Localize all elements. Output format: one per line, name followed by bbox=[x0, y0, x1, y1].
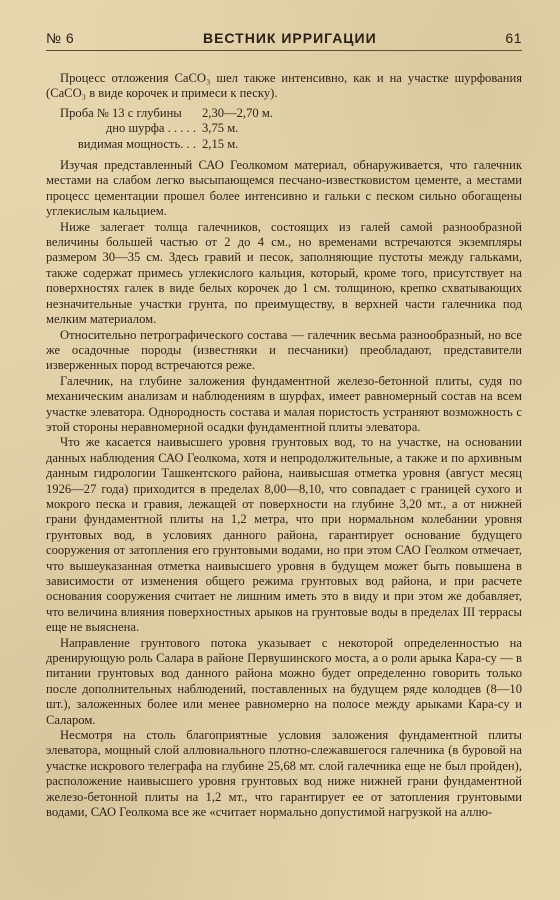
paragraph: Ниже залегает толща галечников, состоящих из галей самой разнообразной величины большей частью от 2 до 4 см., но временами встречаются экземпляры размером 30—35 см. Здесь гравий и песок, заполняющие пустоты между гальками, также содержат примесь углекислого кальция, который, кроме того, присутствует на поверхностях галек в виде белых корочек до 1 см. толщиною, крепко схватывающих незначительные участки грунта, по преимуществу, в верхней части галечника под мелким материалом. bbox=[46, 219, 522, 327]
issue-number: № 6 bbox=[46, 30, 75, 46]
page-number: 61 bbox=[505, 30, 522, 46]
sample-label: Проба № 13 с глубины bbox=[60, 105, 182, 120]
sample-label: видимая мощность. . . bbox=[77, 136, 196, 151]
sample-row bbox=[60, 137, 522, 152]
page-header bbox=[46, 30, 522, 51]
sample-row bbox=[60, 106, 522, 121]
sample-block bbox=[60, 106, 522, 152]
sample-label: дно шурфа . . . . . bbox=[105, 121, 196, 136]
paragraph: Галечник, на глубине заложения фундаментной железо-бетонной плиты, судя по механическим анализам и наблюдениям в шурфах, имеет равномерный состав на всем участке элеватора. Однородность состава и малая пористость устраняют возможность с этой стороны неравномерной осадки фундаментной плиты элеватора. bbox=[46, 373, 522, 434]
sample-row bbox=[60, 121, 522, 136]
sample-value: 2,30—2,70 м. bbox=[202, 105, 273, 120]
sample-value: 2,15 м. bbox=[202, 136, 239, 151]
journal-title: ВЕСТНИК ИРРИГАЦИИ bbox=[202, 30, 377, 46]
paragraph: Несмотря на столь благоприятные условия заложения фундаментной плиты элеватора, мощный слой аллювиального плотно-слежавшегося галечника (в буровой на участке искрового телеграфа на глубине 25,68 мт. слой галечника еще не был пройден), расположение наивысшего уровня грунтовых вод ниже нижней грани фундаментной железо-бетонной плиты на 1,2 мт., что гарантирует ее от затопления грунтовыми водами, САО Геолкома все же «считает нормально допустимой нагрузкой на аллю- bbox=[46, 728, 522, 820]
paragraph: Направление грунтового потока указывает с некоторой определенностью на дренирующую роль Салара в районе Первушинского моста, а о роли арыка Кара-су — в питании грунтовых вод данного района можно будет определенно говорить только после дополнительных наблюдений, поставленных на будущем ряде колодцев (8—10 шт.), заложенных более или менее равномерно на полосе между арыками Кара-су и Саларом. bbox=[46, 635, 522, 727]
paragraph: Изучая представленный САО Геолкомом материал, обнаруживается, что галечник местами на слабом легко высыпающемся песчано-известковистом цементе, а местами процесс цементации прошел более интенсивно и гальки с песком сильно обогащены углекислым кальцием. bbox=[46, 158, 522, 219]
article-body bbox=[46, 71, 522, 821]
sample-value: 3,75 м. bbox=[202, 121, 239, 136]
paragraph: Относительно петрографического состава — галечник весьма разнообразный, но все же осадочные породы (известняки и песчаники) преобладают, представители изверженных пород встречаются реже. bbox=[46, 327, 522, 373]
paragraph: Что же касается наивысшего уровня грунтовых вод, то на участке, на основании данных наблюдения САО Геолкома, хотя и непродолжительные, а также и по архивным данным гидрологии Ташкентского района, наивысшая отметка уровня (август месяц 1926—27 года) приходится в пределах 8,00—8,10, что совпадает с границей сухого и мокрого песка и гравия, лежащей от поверхности на глубине 3,20 мт., а от нижней грани фундаментной плиты на 1,2 метра, что при нормальном колебании уровня грунтовых вод, в условиях данного района, гарантирует основание будущего сооружения от затопления его грунтовыми водами, но при этом САО Геолком отмечает, что вышеуказанная отметка наивысшего уровня в будущем может быть повышена в зависимости от изменения общего режима грунтовых вод района, и при расчете основания сооружения считает не лишним иметь это в виду и при этом же добавляет, что величина влияния поверхностных арыков на грунтовые воды в пределах III террасы еще не выяснена. bbox=[46, 435, 522, 635]
paragraph: Процесс отложения CaCO₃ шел также интенсивно, как и на участке шурфования (CaCO₃ в виде корочек и примеси к песку). bbox=[46, 71, 522, 101]
